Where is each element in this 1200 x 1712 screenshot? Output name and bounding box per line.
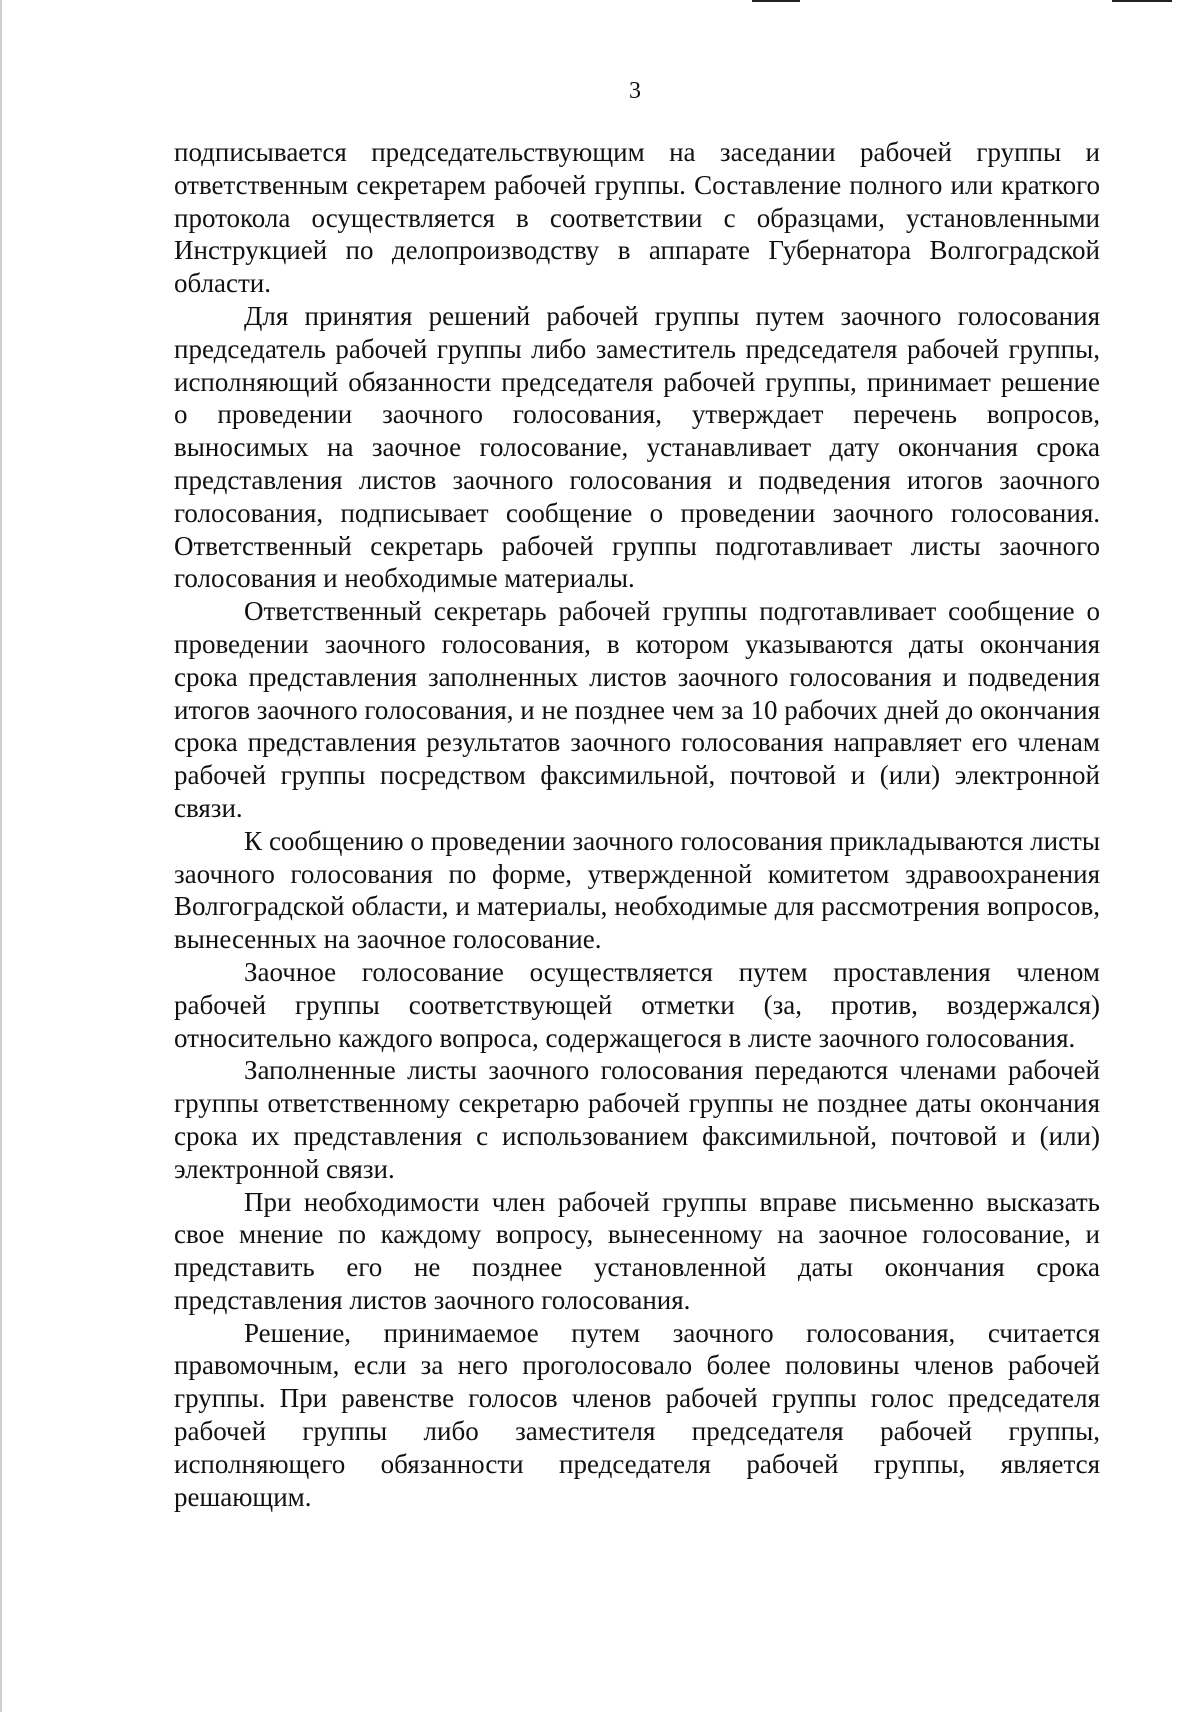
paragraph: Для принятия решений рабочей группы путем заочного голосования председатель рабочей группы либо заместитель председателя рабочей группы, исполняющий обязанности председателя рабочей группы, принимает решение о проведении заочного голосования, утверждает перечень вопросов, выносимых на заочное голосование, устанавливает дату окончания срока представления листов заочного голосования и подведения итогов заочного голосования, подписывает сообщение о проведении заочного голосования. Ответственный секретарь рабочей группы подготавливает листы заочного голосования и необходимые материалы. — [174, 300, 1100, 594]
scan-mark-top — [1112, 0, 1172, 2]
page-number: 3 — [629, 78, 641, 104]
paragraph: Заполненные листы заочного голосования передаются членами рабочей группы ответственному секретарю рабочей группы не позднее даты окончания срока их представления с использованием факсимильной, почтовой и (или) электронной связи. — [174, 1055, 1100, 1184]
paragraph: Ответственный секретарь рабочей группы подготавливает сообщение о проведении заочного голосования, в котором указываются даты окончания срока представления заполненных листов заочного голосования и подведения итогов заочного голосования, и не позднее чем за 10 рабочих дней до окончания срока представления результатов заочного голосования направляет его членам рабочей группы посредством факсимильной, почтовой и (или) электронной связи. — [174, 596, 1100, 823]
scan-edge-left — [0, 0, 2, 1712]
scan-mark-top — [752, 0, 800, 2]
document-body — [174, 136, 1100, 1513]
paragraph-continued: подписывается председательствующим на заседании рабочей группы и ответственным секретарем рабочей группы. Составление полного или краткого протокола осуществляется в соответствии с образцами, установленными Инструкцией по делопроизводству в аппарате Губернатора Волгоградской области. — [174, 137, 1100, 299]
paragraph: К сообщению о проведении заочного голосования прикладываются листы заочного голосования по форме, утвержденной комитетом здравоохранения Волгоградской области, и материалы, необходимые для рассмотрения вопросов, вынесенных на заочное голосование. — [174, 825, 1100, 955]
paragraph: Заочное голосование осуществляется путем проставления членом рабочей группы соответствующей отметки (за, против, воздержался) относительно каждого вопроса, содержащегося в листе заочного голосования. — [174, 956, 1100, 1053]
paragraph: Решение, принимаемое путем заочного голосования, считается правомочным, если за него проголосовало более половины членов рабочей группы. При равенстве голосов членов рабочей группы голос председателя рабочей группы либо заместителя председателя рабочей группы, исполняющего обязанности председателя рабочей группы, является решающим. — [174, 1317, 1100, 1512]
paragraph: При необходимости член рабочей группы вправе письменно высказать свое мнение по каждому вопросу, вынесенному на заочное голосование, и представить его не позднее установленной даты окончания срока представления листов заочного голосования. — [174, 1186, 1100, 1315]
